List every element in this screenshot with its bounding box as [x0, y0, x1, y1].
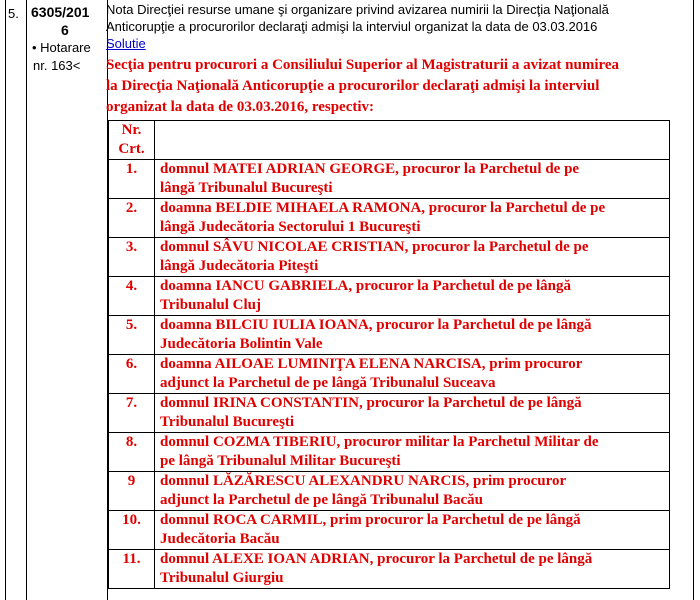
row-nr: 3. [125, 239, 138, 255]
row-nr-cell [109, 550, 155, 589]
row-description-cell [155, 550, 670, 589]
table-row [109, 550, 670, 589]
sectia-decision-text [106, 55, 686, 118]
table-row [109, 316, 670, 355]
row-description-line2: lângă Tribunalul Bucureşti [160, 180, 333, 196]
nota-line-1: Nota Direcţiei resurse umane şi organizare privind avizarea numirii la Direcţia Naţională [106, 2, 609, 17]
decision-label: • Hotarare [32, 40, 91, 55]
table-row [109, 199, 670, 238]
row-nr-cell [109, 394, 155, 433]
row-nr-cell [109, 160, 155, 199]
row-description-cell [155, 199, 670, 238]
row-description-line2: Tribunalul Bucureşti [160, 414, 295, 430]
row-description-line2: lângă Judecătoria Piteşti [160, 258, 319, 274]
row-nr-cell [109, 355, 155, 394]
row-description-line1: doamna AILOAE LUMINIŢA ELENA NARCISA, prim procuror [160, 356, 583, 372]
content-cell [106, 1, 692, 115]
row-nr-cell [109, 511, 155, 550]
row-nr: 10. [122, 512, 141, 528]
row-nr: 5. [125, 317, 138, 333]
table-row [109, 394, 670, 433]
table-row [109, 160, 670, 199]
row-description-cell [155, 394, 670, 433]
row-description-cell [155, 355, 670, 394]
row-description-line1: domnul IRINA CONSTANTIN, procuror la Parchetul de pe lângă [160, 395, 582, 411]
row-nr: 9 [127, 473, 136, 489]
row-nr: 8. [125, 434, 138, 450]
header-nr-line1: Nr. [121, 122, 142, 138]
row-nr-cell [109, 277, 155, 316]
table-row [109, 433, 670, 472]
row-nr: 11. [122, 551, 141, 567]
row-description-line2: adjunct la Parchetul de pe lângă Tribunalul Suceava [160, 375, 496, 391]
table-row [109, 511, 670, 550]
row-description-line1: domnul SÂVU NICOLAE CRISTIAN, procuror la Parchetul de pe [160, 239, 589, 255]
row-nr: 7. [125, 395, 138, 411]
row-description-line1: domnul MATEI ADRIAN GEORGE, procuror la Parchetul de pe [160, 161, 580, 177]
row-description-cell [155, 511, 670, 550]
row-description-cell [155, 472, 670, 511]
row-description-cell [155, 160, 670, 199]
table-row [109, 277, 670, 316]
row-description-cell [155, 316, 670, 355]
table-row [109, 238, 670, 277]
row-nr: 4. [125, 278, 138, 294]
sectia-line-1: Secţia pentru procurori a Consiliului Superior al Magistraturii a avizat numirea [106, 57, 620, 73]
row-nr: 1. [125, 161, 138, 177]
row-nr-cell [109, 472, 155, 511]
header-empty-cell [155, 121, 670, 160]
table-row [109, 355, 670, 394]
table-row [109, 472, 670, 511]
row-nr-cell [109, 316, 155, 355]
row-description-line2: lângă Judecătoria Sectorului 1 Bucureşti [160, 219, 421, 235]
header-nr-line2: Crt. [118, 141, 145, 157]
row-description-line1: domnul LĂZĂRESCU ALEXANDRU NARCIS, prim procuror [160, 473, 567, 489]
row-description-cell [155, 238, 670, 277]
row-number-cell [6, 0, 27, 600]
row-description-line2: Judecătoria Bolintin Vale [160, 336, 323, 352]
reference-cell [27, 0, 108, 600]
prosecutors-table [108, 120, 670, 589]
sectia-line-3: organizat la data de 03.03.2016, respectiv: [106, 99, 375, 115]
row-description-line1: domnul ALEXE IOAN ADRIAN, procuror la Parchetul de pe lângă [160, 551, 593, 567]
row-description-line2: Tribunalul Giurgiu [160, 570, 284, 586]
row-description-line2: adjunct la Parchetul de pe lângă Tribunalul Bacău [160, 492, 483, 508]
row-description-line1: domnul ROCA CARMIL, prim procuror la Parchetul de pe lângă [160, 512, 581, 528]
row-description-cell [155, 277, 670, 316]
solutie-link[interactable]: Solutie [106, 36, 146, 51]
row-description-line2: pe lângă Tribunalul Militar Bucureşti [160, 453, 401, 469]
row-description-line2: Judecătoria Bacău [160, 531, 280, 547]
row-nr-cell [109, 433, 155, 472]
reference-id-line1: 6305/201 [31, 4, 90, 20]
row-nr-cell [109, 199, 155, 238]
header-nr-cell [109, 121, 155, 160]
reference-id-line2: 6 [61, 22, 69, 38]
decision-number: nr. 163< [33, 58, 81, 73]
row-description-cell [155, 433, 670, 472]
row-description-line1: doamna BELDIE MIHAELA RAMONA, procuror la Parchetul de pe [160, 200, 606, 216]
nota-text [106, 1, 692, 35]
row-nr: 6. [125, 356, 138, 372]
row-description-line1: doamna BILCIU IULIA IOANA, procuror la Parchetul de pe lângă [160, 317, 592, 333]
sectia-line-2: la Direcţia Naţională Anticorupţie a procurorilor declaraţi admişi la interviul [106, 78, 600, 94]
row-description-line1: domnul COZMA TIBERIU, procuror militar la Parchetul Militar de [160, 434, 599, 450]
row-number: 5. [8, 6, 19, 21]
row-description-line1: doamna IANCU GABRIELA, procuror la Parchetul de pe lângă [160, 278, 572, 294]
row-nr: 2. [125, 200, 138, 216]
row-nr-cell [109, 238, 155, 277]
row-description-line2: Tribunalul Cluj [160, 297, 262, 313]
nota-line-2: Anticorupţie a procurorilor declaraţi admişi la interviul organizat la data de 03.03.2016 [106, 19, 598, 34]
table-header-row [109, 121, 670, 160]
